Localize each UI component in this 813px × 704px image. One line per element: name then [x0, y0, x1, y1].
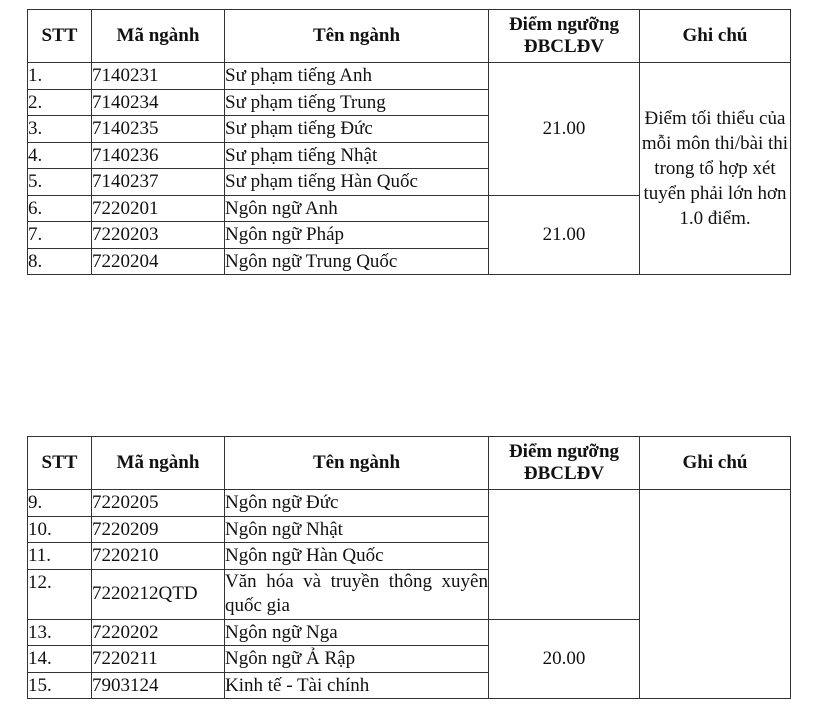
row-ma-nganh: 7140234: [92, 89, 225, 116]
header-diem-line1: Điểm ngưỡng: [508, 441, 620, 462]
header-ten-nganh: Tên ngành: [225, 10, 489, 63]
row-ten-nganh: Ngôn ngữ Nhật: [225, 516, 489, 543]
header-stt: STT: [28, 437, 92, 490]
row-ten-nganh: Ngôn ngữ Đức: [225, 490, 489, 517]
score-cell: [489, 490, 640, 620]
header-diem-nguong: [489, 437, 640, 490]
row-stt: 6.: [28, 195, 92, 222]
row-stt: 1.: [28, 63, 92, 90]
row-ten-nganh: Ngôn ngữ Anh: [225, 195, 489, 222]
header-ten-nganh: Tên ngành: [225, 437, 489, 490]
row-ma-nganh: 7220212QTD: [92, 569, 225, 619]
table-row: [28, 63, 791, 90]
header-ma-nganh: Mã ngành: [92, 10, 225, 63]
row-ma-nganh: 7140231: [92, 63, 225, 90]
row-stt: 13.: [28, 619, 92, 646]
row-stt: 2.: [28, 89, 92, 116]
row-ten-nganh: Ngôn ngữ Ả Rập: [225, 646, 489, 673]
row-ma-nganh: 7140235: [92, 116, 225, 143]
header-row: [28, 437, 791, 490]
row-ten-nganh: Sư phạm tiếng Đức: [225, 116, 489, 143]
row-ma-nganh: 7220204: [92, 248, 225, 275]
row-stt: 3.: [28, 116, 92, 143]
row-ma-nganh: 7220209: [92, 516, 225, 543]
row-ten-nganh: Văn hóa và truyền thông xuyên quốc gia: [225, 569, 489, 619]
score-cell: 20.00: [489, 619, 640, 699]
row-stt: 14.: [28, 646, 92, 673]
row-ma-nganh: 7220201: [92, 195, 225, 222]
row-ten-nganh: Ngôn ngữ Trung Quốc: [225, 248, 489, 275]
row-ma-nganh: 7220210: [92, 543, 225, 570]
row-ma-nganh: 7220202: [92, 619, 225, 646]
header-ghi-chu: Ghi chú: [640, 10, 791, 63]
row-ma-nganh: 7220211: [92, 646, 225, 673]
header-ma-nganh: Mã ngành: [92, 437, 225, 490]
table-row: [28, 490, 791, 517]
header-row: [28, 10, 791, 63]
row-ten-nganh: Ngôn ngữ Pháp: [225, 222, 489, 249]
row-stt: 10.: [28, 516, 92, 543]
score-cell: 21.00: [489, 63, 640, 196]
header-diem-line2: ĐBCLĐV: [523, 36, 605, 57]
row-ten-nganh: Sư phạm tiếng Trung: [225, 89, 489, 116]
row-ma-nganh: 7903124: [92, 672, 225, 699]
score-cell: 21.00: [489, 195, 640, 275]
row-ma-nganh: 7220203: [92, 222, 225, 249]
row-stt: 5.: [28, 169, 92, 196]
admission-table-1: [27, 9, 791, 275]
row-ma-nganh: 7220205: [92, 490, 225, 517]
header-diem-line2: ĐBCLĐV: [523, 463, 605, 484]
row-stt: 15.: [28, 672, 92, 699]
header-stt: STT: [28, 10, 92, 63]
row-ma-nganh: 7140236: [92, 142, 225, 169]
row-stt: 7.: [28, 222, 92, 249]
row-ten-nganh: Sư phạm tiếng Hàn Quốc: [225, 169, 489, 196]
row-stt: 4.: [28, 142, 92, 169]
note-cell: [640, 490, 791, 699]
header-diem-nguong: [489, 10, 640, 63]
row-stt: 12.: [28, 569, 92, 619]
row-stt: 9.: [28, 490, 92, 517]
admission-table-2: [27, 436, 791, 699]
header-ghi-chu: Ghi chú: [640, 437, 791, 490]
row-stt: 8.: [28, 248, 92, 275]
row-ten-nganh: Sư phạm tiếng Nhật: [225, 142, 489, 169]
row-stt: 11.: [28, 543, 92, 570]
row-ten-nganh: Ngôn ngữ Nga: [225, 619, 489, 646]
row-ten-nganh: Sư phạm tiếng Anh: [225, 63, 489, 90]
row-ma-nganh: 7140237: [92, 169, 225, 196]
row-ten-nganh: Kinh tế - Tài chính: [225, 672, 489, 699]
row-ten-nganh: Ngôn ngữ Hàn Quốc: [225, 543, 489, 570]
note-cell: Điểm tối thiểu của mỗi môn thi/bài thi trong tổ hợp xét tuyển phải lớn hơn 1.0 điểm.: [640, 63, 791, 275]
header-diem-line1: Điểm ngưỡng: [508, 14, 620, 35]
